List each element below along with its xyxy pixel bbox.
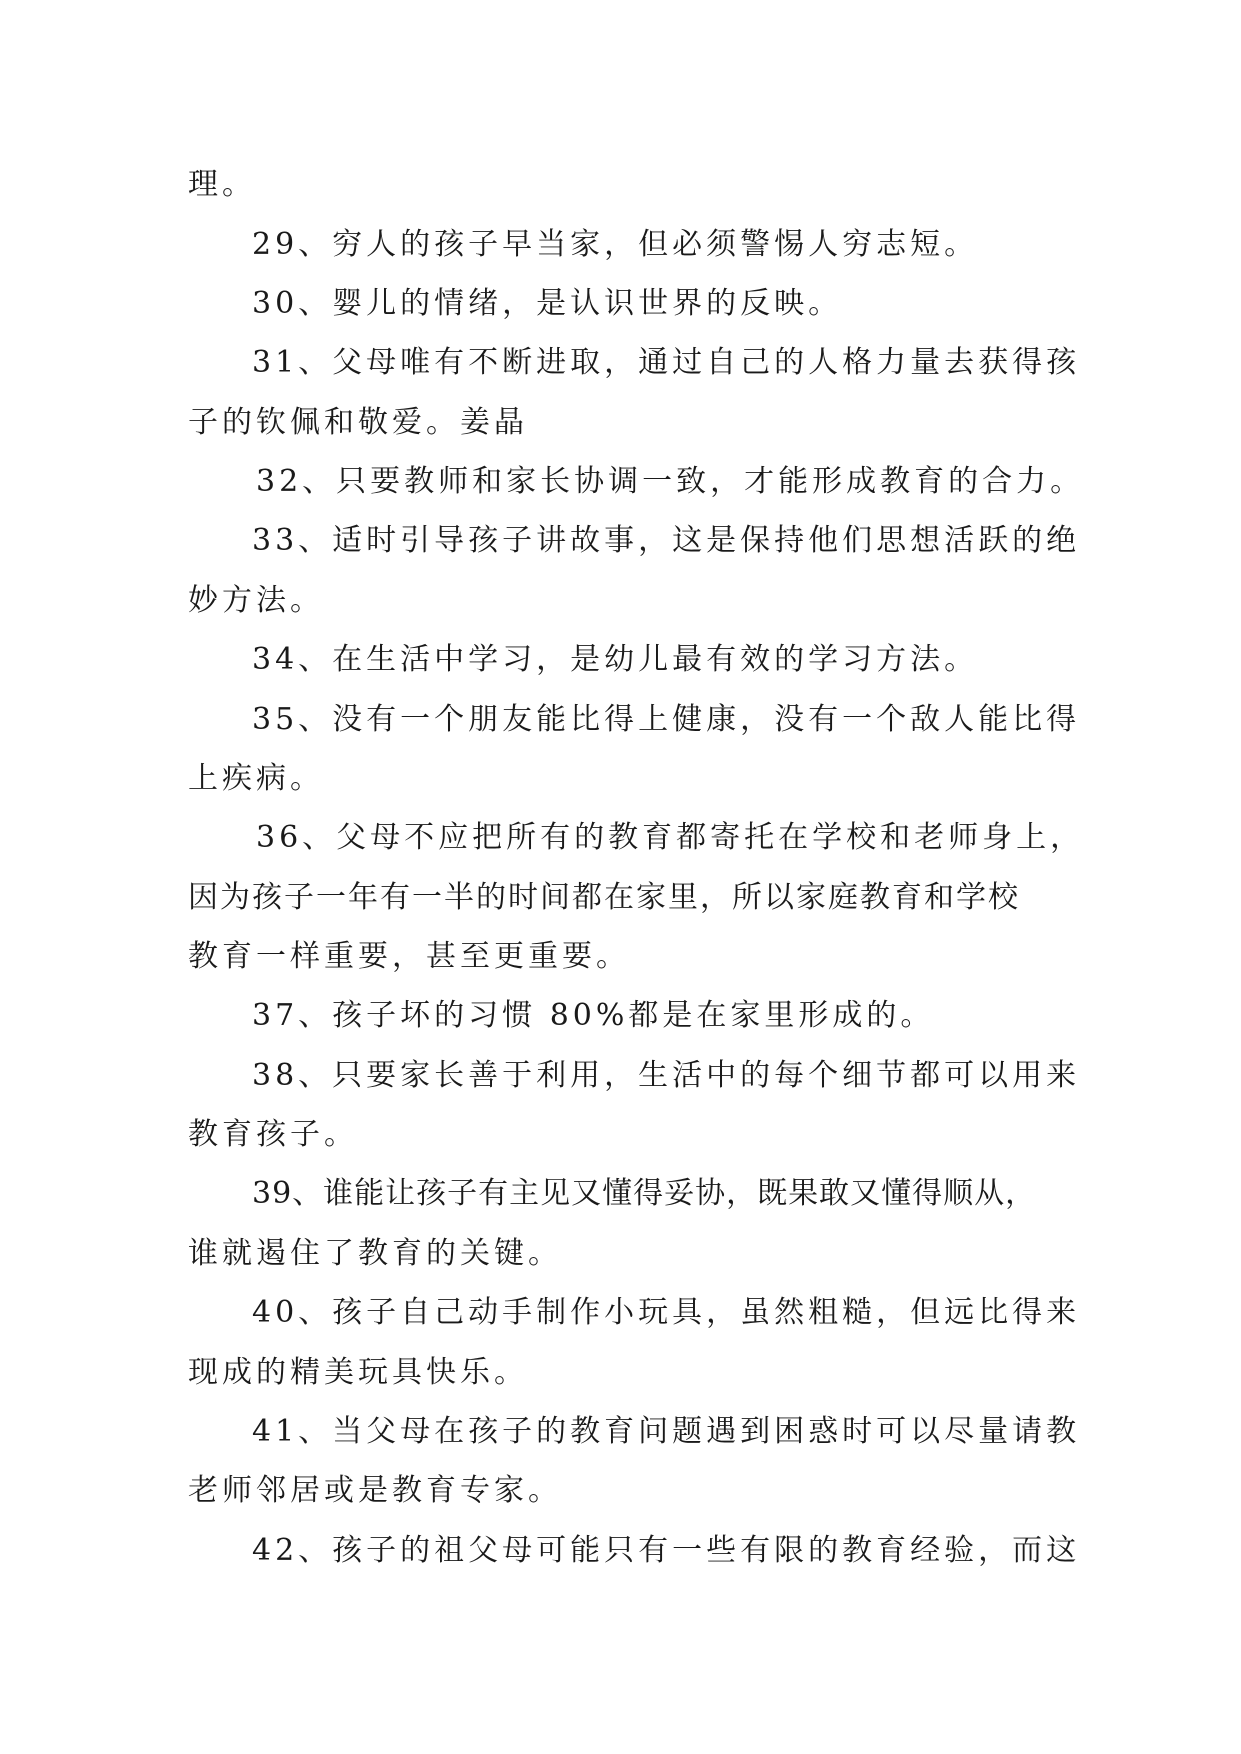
text-line-39: 39、谁能让孩子有主见又懂得妥协，既果敢又懂得顺从，: [252, 1176, 1037, 1211]
text-line-41-cont: 老师邻居或是教育专家。: [188, 1473, 562, 1508]
text-line-37: 37、孩子坏的习惯 80%都是在家里形成的。: [252, 998, 935, 1033]
text-line-35-cont: 上疾病。: [188, 761, 324, 796]
text-line-35: 35、没有一个朋友能比得上健康，没有一个敌人能比得: [252, 702, 1081, 737]
text-line-33-cont: 妙方法。: [188, 583, 324, 618]
text-line-38-cont: 教育孩子。: [188, 1117, 358, 1152]
text-line-31: 31、父母唯有不断进取，通过自己的人格力量去获得孩: [252, 345, 1081, 380]
text-line-30: 30、婴儿的情绪，是认识世界的反映。: [252, 286, 843, 321]
text-line-40-cont: 现成的精美玩具快乐。: [188, 1355, 528, 1390]
text-line-36-cont-1: 因为孩子一年有一半的时间都在家里，所以家庭教育和学校: [188, 880, 1020, 915]
text-line-36-cont-2: 教育一样重要，甚至更重要。: [188, 939, 630, 974]
text-line-32: 32、只要教师和家长协调一致，才能形成教育的合力。: [256, 464, 1085, 499]
text-line-29: 29、穷人的孩子早当家，但必须警惕人穷志短。: [252, 227, 979, 262]
text-line-36: 36、父母不应把所有的教育都寄托在学校和老师身上，: [256, 820, 1085, 855]
text-line-40: 40、孩子自己动手制作小玩具，虽然粗糙，但远比得来: [252, 1295, 1081, 1330]
text-line-33: 33、适时引导孩子讲故事，这是保持他们思想活跃的绝: [252, 523, 1081, 558]
text-line-39-cont: 谁就遏住了教育的关键。: [188, 1236, 562, 1271]
text-line-31-cont: 子的钦佩和敬爱。姜晶: [188, 405, 528, 440]
text-line-38: 38、只要家长善于利用，生活中的每个细节都可以用来: [252, 1058, 1081, 1093]
text-line-continuation: 理。: [188, 167, 256, 202]
text-line-41: 41、当父母在孩子的教育问题遇到困惑时可以尽量请教: [252, 1414, 1081, 1449]
text-line-34: 34、在生活中学习，是幼儿最有效的学习方法。: [252, 642, 979, 677]
text-line-42: 42、孩子的祖父母可能只有一些有限的教育经验，而这: [252, 1533, 1081, 1568]
